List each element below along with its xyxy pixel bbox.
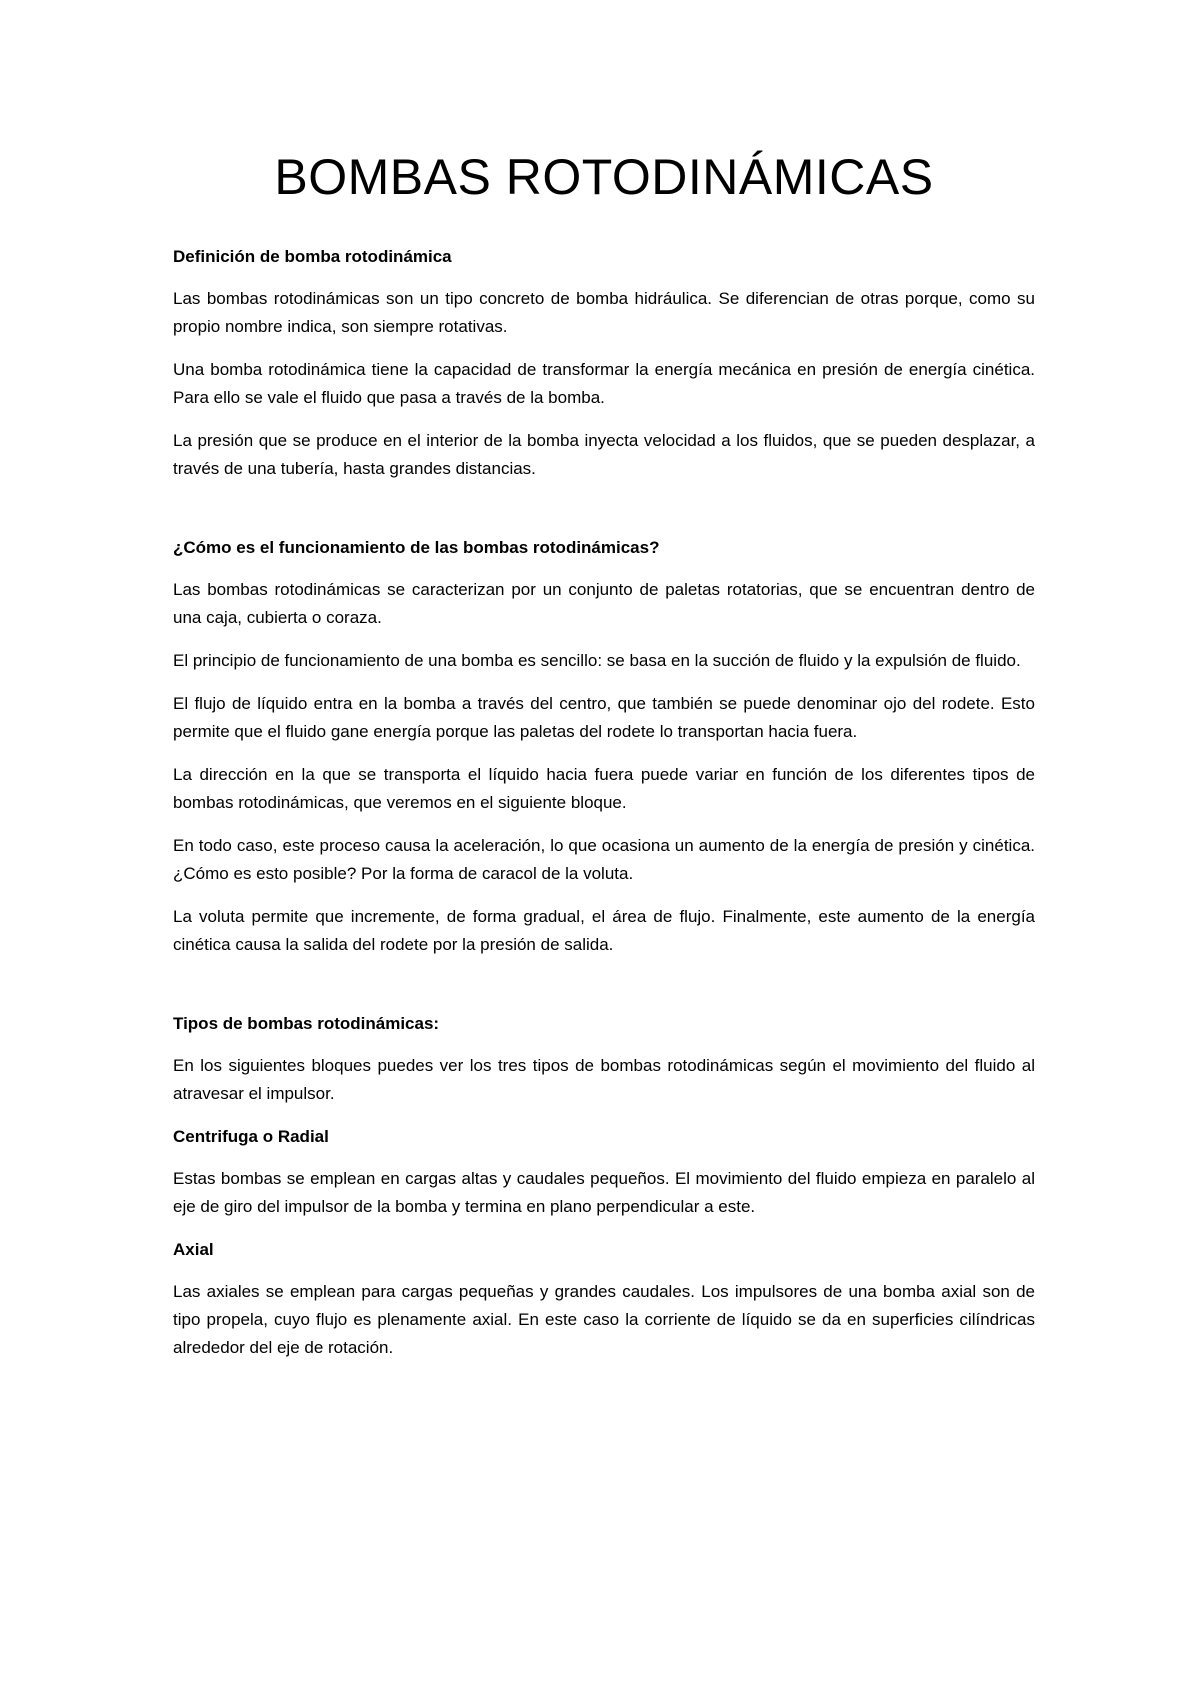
document-title: BOMBAS ROTODINÁMICAS (274, 149, 934, 205)
section-spacer (173, 974, 1035, 1010)
section-spacer (173, 498, 1035, 534)
paragraph: Las bombas rotodinámicas se caracterizan por un conjunto de paletas rotatorias, que se encuentran dentro de una caja, cubierta o coraza. (173, 580, 1035, 627)
subsection-heading-axial: Axial (173, 1240, 214, 1259)
paragraph: En todo caso, este proceso causa la aceleración, lo que ocasiona un aumento de la energía de presión y cinética. ¿Cómo es esto posible? Por la forma de caracol de la voluta. (173, 836, 1035, 883)
section-heading-definicion: Definición de bomba rotodinámica (173, 247, 452, 266)
paragraph: El flujo de líquido entra en la bomba a través del centro, que también se puede denominar ojo del rodete. Esto permite que el fluido gane energía porque las paletas del rodete lo transportan hacia fuera. (173, 694, 1035, 741)
paragraph: La voluta permite que incremente, de forma gradual, el área de flujo. Finalmente, este aumento de la energía cinética causa la salida del rodete por la presión de salida. (173, 907, 1035, 954)
paragraph: El principio de funcionamiento de una bomba es sencillo: se basa en la succión de fluido y la expulsión de fluido. (173, 651, 1021, 670)
document-body (173, 150, 1035, 1377)
paragraph: Las bombas rotodinámicas son un tipo concreto de bomba hidráulica. Se diferencian de otras porque, como su propio nombre indica, son siempre rotativas. (173, 289, 1035, 336)
paragraph: En los siguientes bloques puedes ver los tres tipos de bombas rotodinámicas según el movimiento del fluido al atravesar el impulsor. (173, 1056, 1035, 1103)
paragraph: La presión que se produce en el interior de la bomba inyecta velocidad a los fluidos, que se pueden desplazar, a través de una tubería, hasta grandes distancias. (173, 431, 1035, 478)
paragraph: La dirección en la que se transporta el líquido hacia fuera puede variar en función de los diferentes tipos de bombas rotodinámicas, que veremos en el siguiente bloque. (173, 765, 1035, 812)
paragraph: Estas bombas se emplean en cargas altas y caudales pequeños. El movimiento del fluido empieza en paralelo al eje de giro del impulsor de la bomba y termina en plano perpendicular a este. (173, 1169, 1035, 1216)
subsection-heading-centrifuga: Centrifuga o Radial (173, 1127, 329, 1146)
section-heading-funcionamiento: ¿Cómo es el funcionamiento de las bombas rotodinámicas? (173, 538, 660, 557)
paragraph: Una bomba rotodinámica tiene la capacidad de transformar la energía mecánica en presión de energía cinética. Para ello se vale el fluido que pasa a través de la bomba. (173, 360, 1035, 407)
paragraph: Las axiales se emplean para cargas pequeñas y grandes caudales. Los impulsores de una bomba axial son de tipo propela, cuyo flujo es plenamente axial. En este caso la corriente de líquido se da en superficies cilíndricas alrededor del eje de rotación. (173, 1282, 1035, 1357)
section-heading-tipos: Tipos de bombas rotodinámicas: (173, 1014, 440, 1033)
